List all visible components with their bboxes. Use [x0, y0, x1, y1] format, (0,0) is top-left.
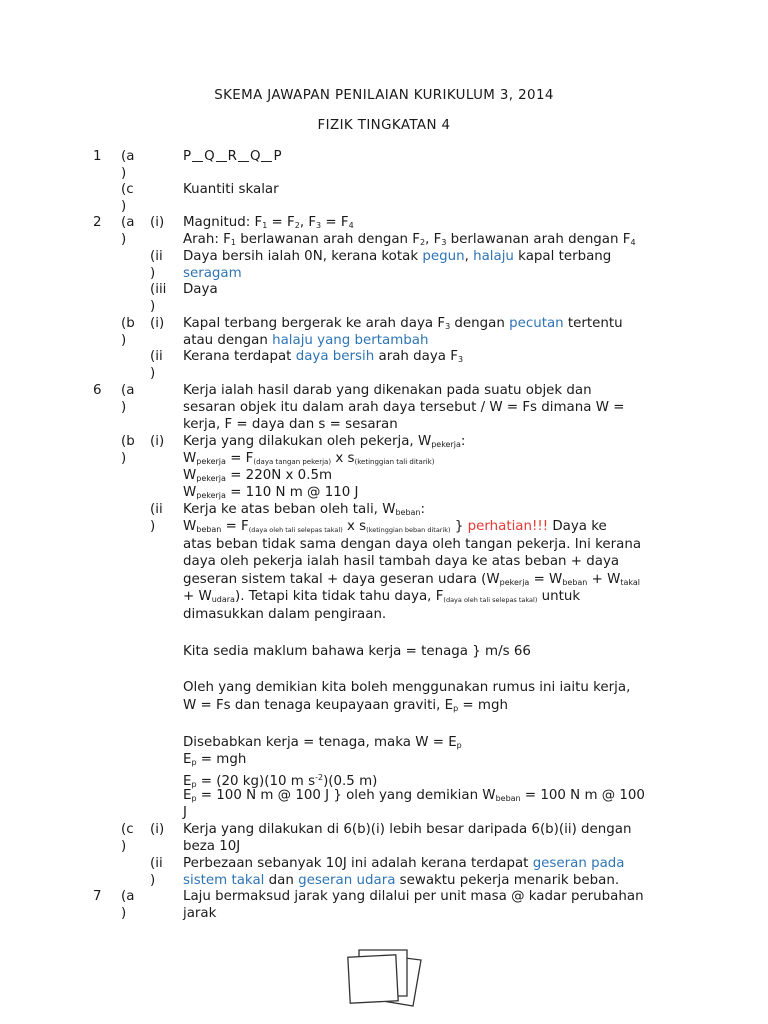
seq-item: Q — [204, 149, 215, 164]
q2-bi-label: (i) — [150, 316, 165, 331]
text: + W — [587, 572, 621, 587]
q1-part-a-label: (a — [121, 149, 135, 164]
text: ). Tetapi kita tidak tahu daya, F — [234, 589, 444, 604]
q1-a-sequence — [183, 148, 282, 165]
q2-part-b-label: (b — [121, 316, 135, 331]
q6-bi-label: (i) — [150, 434, 165, 449]
text: Disebabkan kerja = tenaga, maka W = E — [183, 735, 457, 750]
stacked-papers-icon — [345, 946, 427, 1008]
text: Kapal terbang bergerak ke arah daya F — [183, 316, 446, 331]
q6-part-c-paren: ) — [121, 839, 127, 854]
q6-ci-label: (i) — [150, 822, 165, 837]
q6-cii-paren: ) — [150, 873, 156, 888]
text: = F — [225, 451, 254, 466]
text: x s — [331, 451, 355, 466]
q6-part-a-paren: ) — [121, 400, 127, 415]
text: E — [183, 752, 192, 767]
text: Arah: F — [183, 232, 231, 247]
text: E — [183, 788, 192, 803]
q6-bii-line7: dimasukkan dalam pengiraan. — [183, 607, 387, 622]
q7-a-line2: jarak — [183, 906, 217, 921]
text: berlawanan arah dengan F — [446, 232, 631, 247]
keyword: pegun — [422, 249, 465, 264]
text: W = Fs dan tenaga keupayaan graviti, E — [183, 698, 454, 713]
q1-c-answer: Kuantiti skalar — [183, 182, 279, 197]
q6-a-line1: Kerja ialah hasil darab yang dikenakan pada suatu objek dan — [183, 383, 592, 398]
text: = F — [321, 215, 349, 230]
q6-bii-line10 — [183, 697, 508, 717]
text: , F — [425, 232, 442, 247]
text: E — [183, 774, 192, 789]
q6-bii-paren: ) — [150, 519, 156, 534]
equilibrium-mark — [261, 155, 272, 162]
text: = mgh — [458, 698, 508, 713]
keyword: geseran pada — [532, 856, 625, 871]
text: W — [183, 468, 197, 483]
question-number-2: 2 — [93, 215, 102, 230]
q7-a-line1: Laju bermaksud jarak yang dilalui per unit masa @ kadar perubahan — [183, 889, 644, 904]
text: x s — [342, 519, 367, 534]
q6-part-b-paren: ) — [121, 451, 127, 466]
subscript: beban — [495, 794, 521, 803]
q2-aiii-label: (iii — [150, 282, 167, 297]
keyword: halaju yang bertambah — [272, 333, 429, 348]
subscript: (daya oleh tali selepas takal) — [443, 596, 538, 604]
text: = (20 kg)(10 m s — [196, 774, 316, 789]
subscript: 3 — [316, 221, 322, 230]
question-number-7: 7 — [93, 889, 102, 904]
q2-aiii-paren: ) — [150, 299, 156, 314]
document-title: SKEMA JAWAPAN PENILAIAN KURIKULUM 3, 2014 — [214, 88, 554, 103]
q6-a-line2: sesaran objek itu dalam arah daya tersebut / W = Fs dimana W = — [183, 400, 625, 415]
subscript: 2 — [420, 238, 426, 247]
text: arah daya F — [374, 349, 458, 364]
q6-a-line3: kerja, F = daya dan s = sesaran — [183, 417, 398, 432]
q2-aiii-answer: Daya — [183, 282, 218, 297]
superscript: -2 — [315, 773, 324, 782]
subscript: udara — [211, 595, 235, 604]
text: = mgh — [196, 752, 247, 767]
q6-part-b-label: (b — [121, 434, 135, 449]
q2-bi-line2 — [183, 332, 429, 349]
q2-bii-answer — [183, 348, 463, 368]
subscript: pekerja — [196, 474, 226, 483]
q2-part-b-paren: ) — [121, 333, 127, 348]
text: Kerana terdapat — [183, 349, 296, 364]
subscript: pekerja — [499, 578, 530, 587]
q6-bii-line4: daya oleh pekerja ialah hasil tambah daya ke atas beban + daya — [183, 554, 620, 569]
subscript: p — [191, 794, 197, 803]
equilibrium-mark — [238, 155, 249, 162]
subscript: (daya tangan pekerja) — [253, 458, 332, 466]
text: untuk — [537, 589, 581, 604]
q6-cii-label: (ii — [150, 856, 163, 871]
question-number-1: 1 — [93, 149, 102, 164]
seq-item: P — [183, 149, 192, 164]
text: W — [183, 485, 197, 500]
text: } — [450, 519, 468, 534]
text: Daya bersih ialah 0N, kerana kotak — [183, 249, 423, 264]
subscript: 2 — [294, 221, 300, 230]
q2-aii-label: (ii — [150, 249, 163, 264]
seq-item: R — [227, 149, 237, 164]
q7-part-a-label: (a — [121, 889, 135, 904]
subscript: pekerja — [196, 457, 226, 466]
text: dengan — [450, 316, 510, 331]
text: = 100 N m @ 100 — [520, 788, 645, 803]
subscript: 4 — [630, 238, 636, 247]
text: : — [460, 434, 466, 449]
subscript: (ketinggian beban ditarik) — [366, 526, 451, 534]
subscript: beban — [395, 508, 421, 517]
text: atau dengan — [183, 333, 273, 348]
q6-bii-line15: J — [183, 805, 187, 820]
q6-cii-line1 — [183, 855, 625, 872]
equilibrium-mark — [216, 155, 227, 162]
subscript: pekerja — [431, 440, 461, 449]
text: tertentu — [563, 316, 623, 331]
subscript: beban — [562, 578, 588, 587]
subscript: 3 — [457, 355, 464, 364]
q6-ci-line2: beza 10J — [183, 839, 241, 854]
q6-part-c-label: (c — [121, 822, 134, 837]
seq-item: Q — [249, 149, 261, 164]
subscript: p — [191, 758, 197, 767]
text: Daya ke — [548, 519, 607, 534]
subscript: pekerja — [196, 491, 226, 500]
text: = F — [267, 215, 295, 230]
seq-item: P — [273, 149, 282, 164]
text: Kerja yang dilakukan oleh pekerja, W — [183, 434, 432, 449]
q6-ci-line1: Kerja yang dilakukan di 6(b)(i) lebih besar daripada 6(b)(ii) dengan — [183, 822, 632, 837]
q1-part-c-paren: ) — [121, 199, 127, 214]
text: )(0.5 m) — [323, 774, 378, 789]
subscript: 1 — [230, 238, 236, 247]
q6-bii-line9: Oleh yang demikian kita boleh menggunakan rumus ini iaitu kerja, — [183, 680, 631, 695]
subscript: p — [191, 780, 197, 789]
q2-ai-label: (i) — [150, 215, 165, 230]
text: , — [464, 249, 474, 264]
text: : — [420, 502, 426, 517]
q2-aii-line2: seragam — [183, 266, 242, 281]
q2-aii-paren: ) — [150, 266, 156, 281]
subscript: 3 — [441, 238, 447, 247]
text: kapal terbang — [513, 249, 612, 264]
text: Magnitud: F — [183, 215, 263, 230]
subscript: (ketinggian tali ditarik) — [354, 458, 435, 466]
subscript: 1 — [262, 221, 268, 230]
subscript: (daya oleh tali selepas takal) — [248, 526, 343, 534]
q2-part-a-label: (a — [121, 215, 135, 230]
keyword: daya bersih — [295, 349, 375, 364]
equilibrium-mark — [192, 155, 203, 162]
keyword: geseran udara — [298, 873, 396, 888]
text: Kerja ke atas beban oleh tali, W — [183, 502, 396, 517]
q6-bii-line8: Kita sedia maklum bahawa kerja = tenaga } m/s 66 — [183, 644, 531, 659]
subscript: 4 — [348, 221, 354, 230]
text: Perbezaan sebanyak 10J ini adalah kerana terdapat — [183, 856, 533, 871]
subscript: p — [456, 741, 462, 750]
text: = 220N x 0.5m — [225, 468, 333, 483]
text: W — [183, 451, 197, 466]
q2-bii-label: (ii — [150, 349, 163, 364]
q6-bii-line14 — [183, 787, 645, 807]
q2-aii-line1 — [183, 248, 611, 265]
q6-part-a-label: (a — [121, 383, 135, 398]
subscript: takal — [620, 578, 641, 587]
keyword: halaju — [473, 249, 514, 264]
q7-part-a-paren: ) — [121, 906, 127, 921]
text: berlawanan arah dengan F — [235, 232, 420, 247]
question-number-6: 6 — [93, 383, 102, 398]
text: + W — [183, 589, 212, 604]
subscript: p — [453, 704, 459, 713]
text: = W — [529, 572, 563, 587]
text: , F — [299, 215, 317, 230]
q1-part-c-label: (c — [121, 182, 134, 197]
q6-cii-line2 — [183, 872, 619, 889]
text: dan — [264, 873, 299, 888]
warning-note: perhatian!!! — [467, 519, 549, 534]
q6-bii-line3: atas beban tidak sama dengan daya oleh tangan pekerja. Ini kerana — [183, 537, 642, 552]
text: = 100 N m @ 100 J } oleh yang demikian W — [196, 788, 496, 803]
q6-bii-label: (ii — [150, 502, 163, 517]
keyword: sistem takal — [183, 873, 265, 888]
text: = F — [221, 519, 249, 534]
text: sewaktu pekerja menarik beban. — [395, 873, 620, 888]
text: W — [183, 519, 197, 534]
q1-part-a-paren: ) — [121, 166, 127, 181]
subscript: beban — [196, 525, 222, 534]
document-subtitle: FIZIK TINGKATAN 4 — [317, 118, 451, 133]
q2-bii-paren: ) — [150, 366, 156, 381]
subscript: 3 — [445, 322, 451, 331]
q6-bii-line12 — [183, 751, 246, 771]
text: = 110 N m @ 110 J — [225, 485, 359, 500]
keyword: pecutan — [509, 316, 564, 331]
q2-part-a-paren: ) — [121, 232, 127, 247]
text: geseran sistem takal + daya geseran udara (W — [183, 572, 500, 587]
